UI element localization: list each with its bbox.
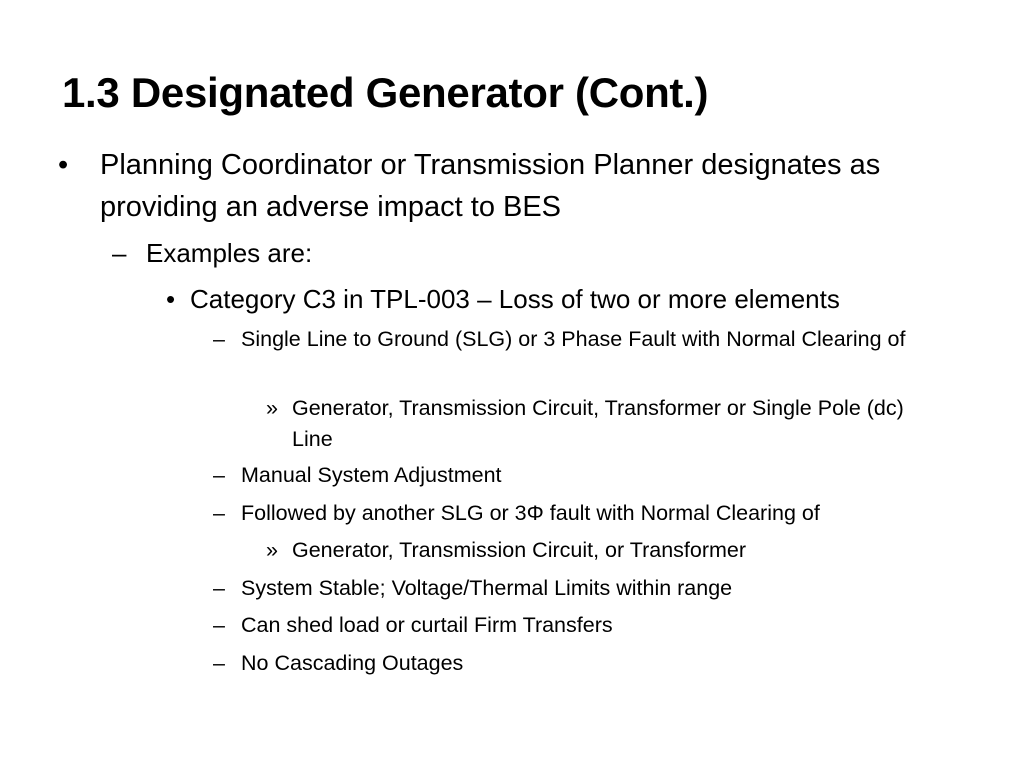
dash-marker: – xyxy=(213,463,225,487)
bullet-text: Single Line to Ground (SLG) or 3 Phase Fault with Normal Clearing of xyxy=(241,327,906,351)
chevron-marker: » xyxy=(266,396,278,420)
bullet-item xyxy=(112,236,946,270)
bullet-item xyxy=(213,460,941,491)
bullet-item xyxy=(166,282,990,316)
chevron-marker: » xyxy=(266,538,278,562)
bullet-text: Generator, Transmission Circuit, Transformer or Single Pole (dc) Line xyxy=(292,396,904,451)
bullet-item xyxy=(213,573,941,604)
dash-marker: – xyxy=(213,501,225,525)
dash-marker: – xyxy=(213,651,225,675)
bullet-marker: • xyxy=(166,284,176,314)
bullet-marker: • xyxy=(58,149,69,181)
bullet-item xyxy=(213,324,941,355)
bullet-item xyxy=(213,498,941,529)
slide-title: 1.3 Designated Generator (Cont.) xyxy=(62,69,709,116)
dash-marker: – xyxy=(213,576,225,600)
bullet-text: Category C3 in TPL-003 – Loss of two or more elements xyxy=(190,284,840,314)
bullet-text: Generator, Transmission Circuit, or Transformer xyxy=(292,538,747,562)
bullet-item xyxy=(266,393,942,455)
dash-marker: – xyxy=(213,327,225,351)
bullet-text: Followed by another SLG or 3Φ fault with Normal Clearing of xyxy=(241,501,820,525)
bullet-item xyxy=(58,144,900,228)
bullet-item xyxy=(213,610,941,641)
bullet-text: Planning Coordinator or Transmission Planner designates as providing an adverse impact to BES xyxy=(100,149,881,223)
dash-marker: – xyxy=(213,613,225,637)
bullet-text: No Cascading Outages xyxy=(241,651,464,675)
bullet-text: Examples are: xyxy=(146,238,313,268)
bullet-text: Can shed load or curtail Firm Transfers xyxy=(241,613,613,637)
dash-marker: – xyxy=(112,238,127,268)
bullet-text: Manual System Adjustment xyxy=(241,463,502,487)
bullet-item xyxy=(213,648,941,679)
bullet-text: System Stable; Voltage/Thermal Limits within range xyxy=(241,576,733,600)
bullet-item xyxy=(266,535,942,566)
